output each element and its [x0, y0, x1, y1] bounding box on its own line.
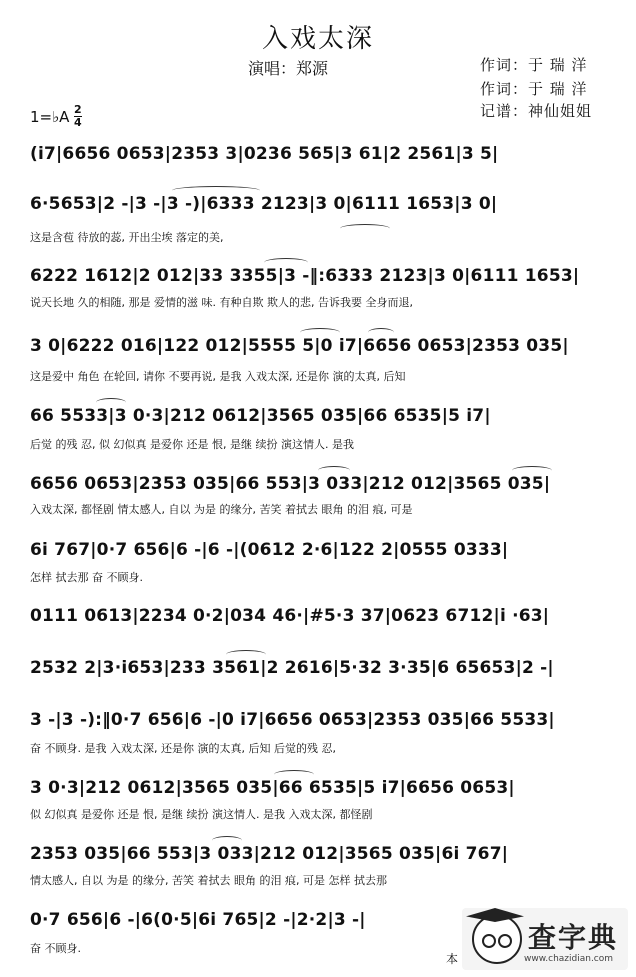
notation-line: (i7|6656 0653|2353 3|0236 565|3 61|2 2561|3 5| — [30, 144, 499, 164]
notation-line: 3 0|6222 016|122 012|5555 5|0 i7|6656 0653|2353 035| — [30, 336, 569, 356]
lyric-line: 怎样 拭去那 奋 不顾身. — [30, 571, 143, 584]
lyric-line: 说天长地 久的相随, 那是 爱情的滋 味. 有种自欺 欺人的悲, 告诉我要 全身而退, — [30, 296, 413, 309]
notation-line: 0·7 656|6 -|6(0·5|6i 765|2 -|2·2|3 -| — [30, 910, 366, 930]
notation-line: 3 -|3 -):‖0·7 656|6 -|0 i7|6656 0653|2353 035|66 5533| — [30, 710, 555, 730]
notation-line: 0111 0613|2234 0·2|034 46·|#5·3 37|0623 6712|i ·63| — [30, 606, 550, 626]
lyric-line: 奋 不顾身. — [30, 942, 81, 955]
notation-line: 6·5653|2 -|3 -|3 -)|6333 2123|3 0|6111 1653|3 0| — [30, 194, 498, 214]
singer-credit: 演唱：郑源 — [248, 59, 329, 78]
lyric-line: 这是爱中 角色 在轮回, 请你 不要再说, 是我 入戏太深, 还是你 演的太真, 后知 — [30, 370, 406, 383]
transcriber-credit: 记谱：神仙姐姐 — [480, 102, 593, 120]
notation-line: 2532 2|3·i653|233 3561|2 2616|5·32 3·35|6 65653|2 -| — [30, 658, 554, 678]
slur-arc — [264, 258, 308, 267]
notation-line: 6i 767|0·7 656|6 -|6 -|(0612 2·6|122 2|0555 0333| — [30, 540, 509, 560]
lyric-line: 这是含苞 待放的蕊, 开出尘埃 落定的美, — [30, 231, 224, 244]
time-signature — [74, 104, 82, 128]
key-signature: 1=♭A — [30, 108, 70, 126]
song-title: 入戏太深 — [261, 24, 374, 54]
slur-arc — [300, 328, 340, 337]
time-signature-bottom: 4 — [74, 116, 82, 129]
lyric-line: 情太感人, 自以 为是 的缘分, 苦笑 着拭去 眼角 的泪 痕, 可是 怎样 拭去那 — [30, 874, 387, 887]
notation-line: 6656 0653|2353 035|66 553|3 033|212 012|3565 035| — [30, 474, 551, 494]
lyricist-credit: 作词：于 瑞 洋 — [480, 56, 588, 74]
mascot-eye-icon — [498, 934, 512, 948]
notation-line: 66 5533|3 0·3|212 0612|3565 035|66 6535|5 i7| — [30, 406, 491, 426]
time-signature-top: 2 — [74, 103, 82, 116]
logo-text: 查字典 — [528, 921, 619, 954]
page-char: 本 — [446, 952, 459, 966]
composer-credit: 作词：于 瑞 洋 — [480, 80, 588, 98]
graduation-cap-icon — [466, 908, 524, 922]
logo-url: www.chazidian.com — [524, 954, 614, 964]
slur-arc — [368, 328, 394, 337]
lyric-line: 后觉 的残 忍, 似 幻似真 是爱你 还是 恨, 是继 续扮 演这情人. 是我 — [30, 438, 354, 451]
notation-line: 2353 035|66 553|3 033|212 012|3565 035|6i 767| — [30, 844, 509, 864]
slur-arc — [172, 186, 260, 195]
lyric-line: 似 幻似真 是爱你 还是 恨, 是继 续扮 演这情人. 是我 入戏太深, 都怪剧 — [30, 808, 373, 821]
slur-arc — [318, 466, 350, 475]
slur-arc — [226, 650, 266, 659]
notation-line: 6222 1612|2 012|33 3355|3 -‖:6333 2123|3 0|6111 1653| — [30, 266, 580, 286]
slur-arc — [340, 224, 390, 233]
slur-arc — [274, 770, 314, 779]
chazidian-logo — [462, 908, 628, 970]
lyric-line: 入戏太深, 都怪剧 情太感人, 自以 为是 的缘分, 苦笑 着拭去 眼角 的泪 痕, 可是 — [30, 503, 413, 516]
mascot-eye-icon — [482, 934, 496, 948]
slur-arc — [512, 466, 552, 475]
slur-arc — [96, 398, 126, 407]
slur-arc — [212, 836, 242, 845]
notation-line: 3 0·3|212 0612|3565 035|66 6535|5 i7|6656 0653| — [30, 778, 515, 798]
lyric-line: 奋 不顾身. 是我 入戏太深, 还是你 演的太真, 后知 后觉的残 忍, — [30, 742, 336, 755]
